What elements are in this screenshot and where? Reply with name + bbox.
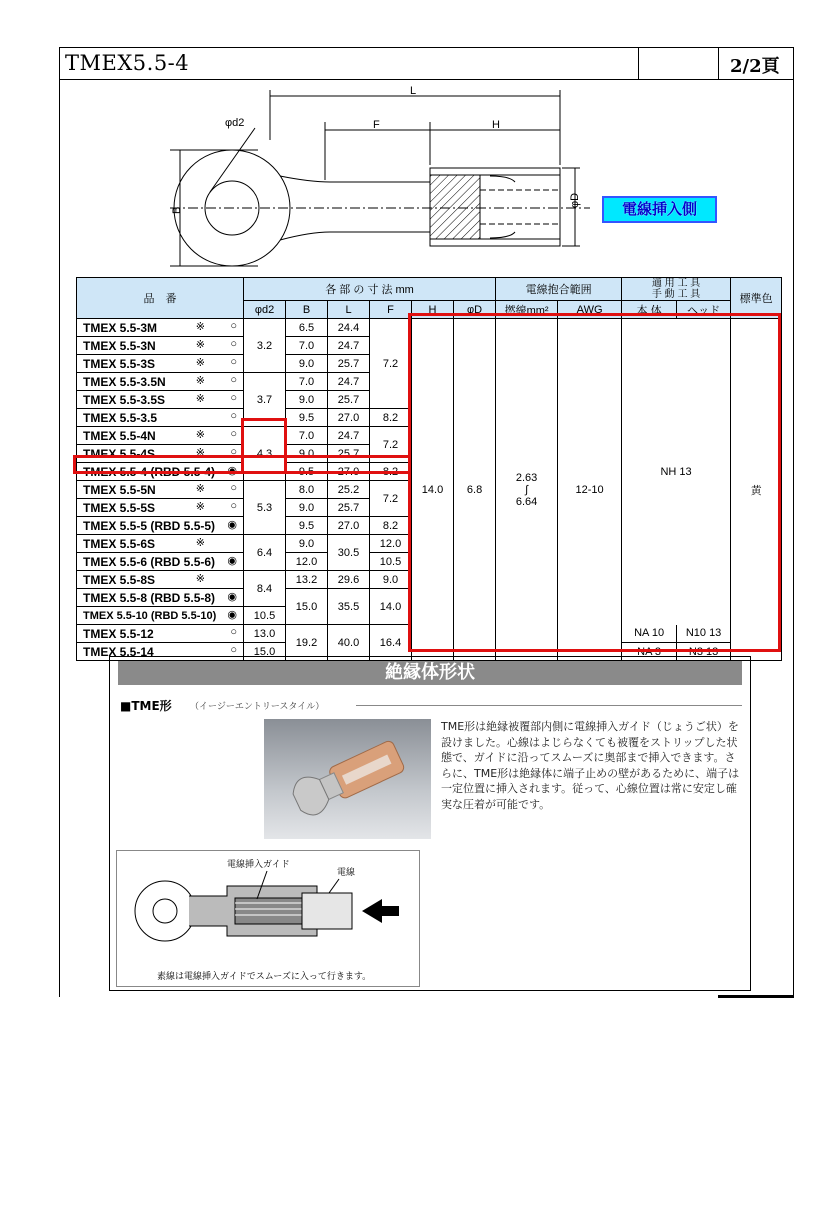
table-row-part: TMEX 5.5-10 (RBD 5.5-10) ◉ [77,607,244,625]
insertion-figure [116,850,420,987]
table-row-part: TMEX 5.5-3.5N ※ ○ [77,373,244,391]
cell-B: 9.0 [286,499,328,517]
cell-F: 10.5 [370,553,412,571]
cell-L: 35.5 [328,589,370,625]
section-title: 絶縁体形状 [118,661,742,685]
cell-d2: 13.0 [244,625,286,643]
cell-L: 29.6 [328,571,370,589]
cell-d2: 8.4 [244,571,286,607]
cell-B: 7.0 [286,427,328,445]
tme-description: TME形は絶縁被覆部内側に電線挿入ガイド（じょうご状）を設けました。心線はよじらなくても被覆をストリップした状態で、ガイドに沿ってスムーズに奥部まで挿入できます。さらに、TME形は絶縁体に端子止めの壁があるために、端子は一定位置に挿入されます。従って、心線位置は常に安定し確実な圧着が可能です。 [441,720,740,811]
table-row-part: TMEX 5.5-12 ○ [77,625,244,643]
title-block-blank [638,48,719,79]
cell-B: 9.0 [286,391,328,409]
cell-F: 14.0 [370,589,412,625]
table-row-part: TMEX 5.5-3.5 ○ [77,409,244,427]
tme-type-label: ■TME形 [120,699,172,713]
cell-F: 8.2 [370,517,412,535]
doc-title: TMEX5.5-4 [65,51,190,75]
table-row-part: TMEX 5.5-3M ※ ○ [77,319,244,337]
hdr-wire-range: 電線抱合範囲 [496,278,622,301]
cell-L: 25.7 [328,355,370,373]
table-row-part: TMEX 5.5-4N ※ ○ [77,427,244,445]
cell-B: 9.5 [286,463,328,481]
cell-B: 9.0 [286,535,328,553]
title-block [60,48,793,80]
cell-B: 19.2 [286,625,328,661]
cell-D: 6.8 [454,319,496,661]
cell-B: 6.5 [286,319,328,337]
cell-F: 7.2 [370,481,412,517]
cell-color: 黄 [731,319,782,661]
tme-type-subtitle: （イージーエントリースタイル） [190,702,325,712]
hdr-d2: φd2 [244,301,286,319]
cell-F: 8.2 [370,409,412,427]
terminal-photo [264,719,431,839]
divider [356,705,742,706]
cell-L: 25.2 [328,481,370,499]
table-row-part: TMEX 5.5-4S ※ ○ [77,445,244,463]
hdr-part-no: 品 番 [77,278,244,319]
table-row-part: TMEX 5.5-8 (RBD 5.5-8) ◉ [77,589,244,607]
table-row-part: TMEX 5.5-6 (RBD 5.5-6) ◉ [77,553,244,571]
insulation-section [109,656,751,991]
hdr-B: B [286,301,328,319]
dim-label-B: B [171,206,183,214]
wire-insertion-side-label: 電線挿入側 [602,196,717,223]
cell-L: 27.0 [328,517,370,535]
hdr-D: φD [454,301,496,319]
page-number: 2/2頁 [730,56,780,77]
cell-d2: 6.4 [244,535,286,571]
cell-F: 8.2 [370,463,412,481]
table-row-part: TMEX 5.5-5S ※ ○ [77,499,244,517]
insertion-diagram [117,851,419,986]
cell-tool-n1013: N10 13 [677,625,731,643]
dim-label-D: φD [569,192,581,208]
cell-L: 24.4 [328,319,370,337]
cell-d2: 4.3 [244,427,286,481]
dim-label-L: L [410,85,417,97]
cell-d2: 10.5 [244,607,286,625]
hdr-L: L [328,301,370,319]
cell-tool-na10: NA 10 [622,625,677,643]
cell-B: 9.5 [286,517,328,535]
cell-tool-na3: NA 3 [622,643,677,661]
table-row-part: TMEX 5.5-3N ※ ○ [77,337,244,355]
cell-B: 9.0 [286,355,328,373]
cell-strand: 2.63 ∫ 6.64 [496,319,558,661]
cell-B: 12.0 [286,553,328,571]
cell-B: 7.0 [286,373,328,391]
cell-B: 9.0 [286,445,328,463]
table-row-part: TMEX 5.5-5N ※ ○ [77,481,244,499]
figure-caption: 素線は電線挿入ガイドでスムーズに入って行きます。 [157,972,372,982]
terminal-photo-icon [264,719,431,839]
cell-L: 25.7 [328,445,370,463]
cell-B: 7.0 [286,337,328,355]
hdr-head: ヘッド [677,301,731,319]
cell-L: 27.0 [328,463,370,481]
cell-F: 7.2 [370,319,412,409]
dim-label-H: H [492,119,500,131]
cell-F: 16.4 [370,625,412,661]
cell-F: 7.2 [370,427,412,463]
cell-L: 25.7 [328,391,370,409]
spec-table [76,277,782,661]
cell-F: 9.0 [370,571,412,589]
table-row-part: TMEX 5.5-3.5S ※ ○ [77,391,244,409]
terminal-drawing [170,80,600,270]
hdr-body: 本 体 [622,301,677,319]
table-row-part: TMEX 5.5-3S ※ ○ [77,355,244,373]
cell-L: 30.5 [328,535,370,571]
hdr-color: 標準色 [731,278,782,319]
cell-d2: 3.2 [244,319,286,373]
wire-label: 電線 [337,868,356,878]
cell-tool: NH 13 [622,319,731,625]
cell-d2: 3.7 [244,373,286,427]
table-row-part: TMEX 5.5-5 (RBD 5.5-5) ◉ [77,517,244,535]
cell-L: 24.7 [328,373,370,391]
hdr-H: H [412,301,454,319]
cell-L: 27.0 [328,409,370,427]
cell-tool-n313: N3 13 [677,643,731,661]
table-row-part: TMEX 5.5-8S ※ [77,571,244,589]
cell-B: 15.0 [286,589,328,625]
hdr-awg: AWG [558,301,622,319]
hdr-tool: 適 用 工 具 手 動 工 具 [622,278,731,301]
page-footer-mark [718,995,794,998]
cell-d2: 5.3 [244,481,286,535]
dim-label-d2: φd2 [225,117,245,129]
cell-B: 9.5 [286,409,328,427]
table-row-part: TMEX 5.5-14 ○ [77,643,244,661]
guide-label: 電線挿入ガイド [227,860,290,870]
cell-B: 8.0 [286,481,328,499]
hdr-F: F [370,301,412,319]
hdr-strand: 撚線mm² [496,301,558,319]
cell-F: 12.0 [370,535,412,553]
dim-label-F: F [373,119,380,131]
cell-H: 14.0 [412,319,454,661]
cell-L: 24.7 [328,337,370,355]
cell-B: 13.2 [286,571,328,589]
cell-d2: 15.0 [244,643,286,661]
table-row-part: TMEX 5.5-6S ※ [77,535,244,553]
table-row-part-highlight: TMEX 5.5-4 (RBD 5.5-4) ◉ [77,463,244,481]
hdr-dims: 各 部 の 寸 法 mm [244,278,496,301]
cell-L: 25.7 [328,499,370,517]
cell-L: 40.0 [328,625,370,661]
cell-L: 24.7 [328,427,370,445]
cell-awg: 12-10 [558,319,622,661]
